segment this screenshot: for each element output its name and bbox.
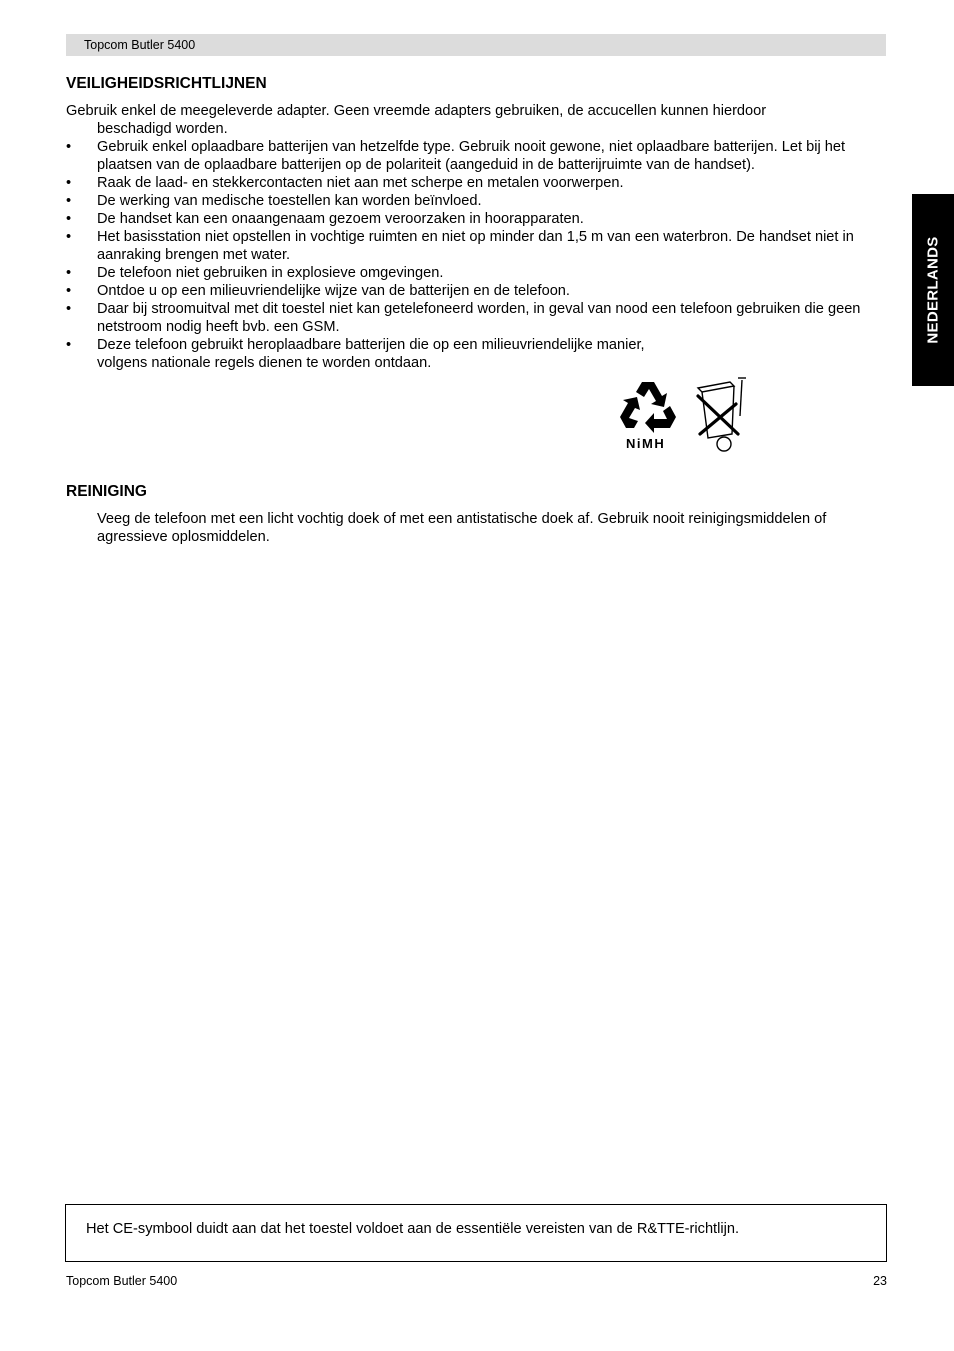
- safety-item: [66, 210, 888, 228]
- safety-item-text: Het basisstation niet opstellen in vochtige ruimten en niet op minder dan 1,5 m van een waterbron. De handset niet in aanraking brengen met water.: [97, 229, 854, 263]
- crossed-out-bin-icon: [692, 376, 756, 454]
- nimh-label: NiMH: [626, 436, 666, 451]
- safety-item-text: Ontdoe u op een milieuvriendelijke wijze van de batterijen en de telefoon.: [97, 283, 570, 299]
- footer-product: Topcom Butler 5400: [66, 1274, 178, 1288]
- bullet-marker: •: [66, 265, 72, 281]
- safety-item-text: Raak de laad- en stekkercontacten niet aan met scherpe en metalen voorwerpen.: [97, 175, 624, 191]
- safety-item-text: Deze telefoon gebruikt heroplaadbare batterijen die op een milieuvriendelijke manier, volgens nationale regels dienen te worden ontdaan.: [97, 337, 645, 371]
- bullet-marker: •: [66, 283, 72, 299]
- page-number: 23: [873, 1274, 887, 1288]
- cleaning-heading: REINIGING: [66, 483, 147, 500]
- safety-item: [66, 192, 888, 210]
- safety-item: [66, 264, 888, 282]
- safety-intro-line1: Gebruik enkel de meegeleverde adapter. Geen vreemde adapters gebruiken, de accucellen kunnen hierdoor: [66, 103, 767, 119]
- bullet-marker: •: [66, 211, 72, 227]
- safety-item: [66, 174, 888, 192]
- bullet-marker: •: [66, 337, 72, 353]
- ce-notice-text: Het CE-symbool duidt aan dat het toestel voldoet aan de essentiële vereisten van de R&TTE-richtlijn.: [86, 1221, 740, 1237]
- ce-notice-box: [65, 1204, 887, 1262]
- bullet-marker: •: [66, 175, 72, 191]
- safety-item-text: De werking van medische toestellen kan worden beïnvloed.: [97, 193, 482, 209]
- cleaning-text: Veeg de telefoon met een licht vochtig doek of met een antistatische doek af. Gebruik nooit reinigingsmiddelen of agressieve oplosmiddelen.: [97, 511, 827, 545]
- bullet-marker: •: [66, 301, 72, 317]
- header-bar: [66, 34, 886, 56]
- safety-item-text: De telefoon niet gebruiken in explosieve omgevingen.: [97, 265, 444, 281]
- safety-item: [66, 228, 888, 264]
- bullet-marker: •: [66, 229, 72, 245]
- safety-item: [66, 138, 888, 174]
- bullet-marker: •: [66, 193, 72, 209]
- header-title: Topcom Butler 5400: [84, 38, 196, 52]
- safety-item-text: De handset kan een onaangenaam gezoem veroorzaken in hoorapparaten.: [97, 211, 584, 227]
- disposal-symbols: [612, 376, 757, 456]
- safety-intro-line2: beschadigd worden.: [97, 121, 228, 137]
- safety-list: [66, 138, 888, 372]
- safety-intro: [66, 102, 856, 138]
- safety-item-text: Gebruik enkel oplaadbare batterijen van hetzelfde type. Gebruik nooit gewone, niet oplaadbare batterijen. Let bij het plaatsen van de oplaadbare batterijen op de polariteit (aangeduid in de batterijruimte van de handset).: [97, 139, 846, 173]
- language-tab-label: NEDERLANDS: [924, 236, 942, 344]
- safety-item-text: Daar bij stroomuitval met dit toestel niet kan getelefoneerd worden, in geval van nood een telefoon gebruiken die geen netstroom nodig heeft bvb. een GSM.: [97, 301, 861, 335]
- recycle-icon: [618, 376, 678, 436]
- safety-heading: VEILIGHEIDSRICHTLIJNEN: [66, 75, 267, 92]
- safety-item: [66, 282, 888, 300]
- safety-item: [66, 300, 888, 336]
- language-tab: [912, 194, 954, 386]
- bullet-marker: •: [66, 139, 72, 155]
- safety-item: [66, 336, 888, 372]
